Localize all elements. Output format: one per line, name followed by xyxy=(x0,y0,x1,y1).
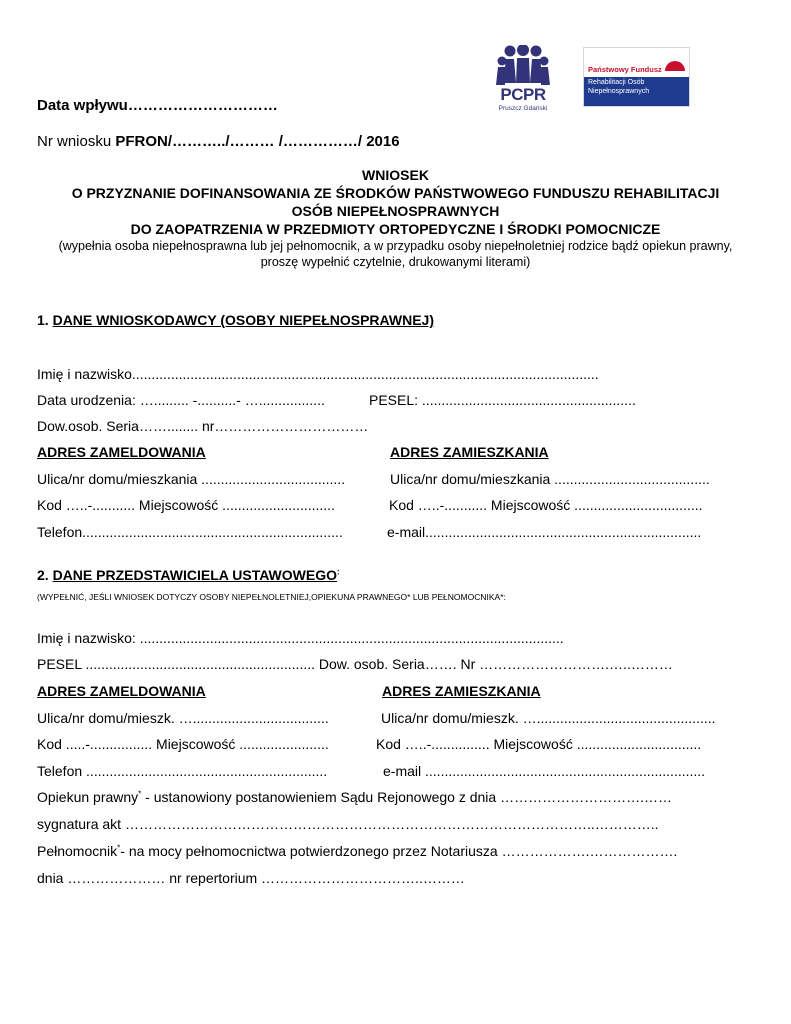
s2-adres-zamieszkania: ADRES ZAMIESZKANIA xyxy=(382,683,541,699)
pfron-logo-line2: Rehabilitacji Osób xyxy=(588,79,645,86)
title-note2: proszę wypełnić czytelnie, drukowanymi literami) xyxy=(260,255,531,269)
s1-kod-zameld: Kod …..-........... Miejscowość ............................. xyxy=(37,497,335,513)
s2-kod-zamiesz: Kod …..-............... Miejscowość ................................ xyxy=(376,736,702,752)
s2-pelnomocnik-asterisk: * xyxy=(117,843,121,853)
title-line2: O PRZYZNANIE DOFINANSOWANIA ZE ŚRODKÓW PAŃSTWOWEGO FUNDUSZU REHABILITACJI xyxy=(71,185,720,201)
s1-adres-zamieszkania: ADRES ZAMIESZKANIA xyxy=(390,444,549,460)
pcpr-logo-text: PCPR xyxy=(500,85,546,104)
s2-telefon: Telefon .............................................................. xyxy=(37,763,328,779)
section1-heading xyxy=(37,312,434,328)
s2-pelnomocnik-text: - na mocy pełnomocnictwa potwierdzonego przez Notariusza ……………….………………. xyxy=(120,843,678,859)
pfron-logo xyxy=(583,47,690,107)
s2-pelnomocnik xyxy=(37,843,677,859)
pcpr-logo xyxy=(488,45,558,125)
section2-title: DANE PRZEDSTAWICIELA USTAWOWEGO xyxy=(52,567,337,583)
nr-wniosku-value: PFRON/………../……… /……………/ 2016 xyxy=(115,133,400,150)
s1-telefon: Telefon................................................................... xyxy=(37,524,343,540)
s1-kod-zamiesz: Kod …..-........... Miejscowość ................................. xyxy=(389,497,703,513)
s2-pesel-dowod: PESEL ........................................................... Dow. osob. Seria……. Nr ……………………….…..……… xyxy=(37,656,673,672)
section1-number: 1. xyxy=(37,312,53,328)
title-line4: DO ZAOPATRZENIA W PRZEDMIOTY ORTOPEDYCZNE I ŚRODKI POMOCNICZE xyxy=(130,221,661,237)
nr-wniosku xyxy=(37,133,400,150)
s2-email: e-mail ........................................................................ xyxy=(383,763,706,779)
s2-dnia-repertorium: dnia ………………… nr repertorium ……………………………..……… xyxy=(37,870,465,886)
title-line3: OSÓB NIEPEŁNOSPRAWNYCH xyxy=(291,203,500,219)
s2-adres-zameldowania: ADRES ZAMELDOWANIA xyxy=(37,683,206,699)
pcpr-people-icon xyxy=(488,45,558,87)
pfron-logo-line1: Państwowy Fundusz xyxy=(588,65,662,74)
s1-imie-field: Imię i nazwisko........................................................................................................................ xyxy=(37,366,599,382)
s1-dowod: Dow.osob. Seria……........ nr…………………………… xyxy=(37,418,369,434)
title-wniosek: WNIOSEK xyxy=(362,167,429,183)
section2-subnote: (WYPEŁNIĆ, JEŚLI WNIOSEK DOTYCZY OSOBY NIEPEŁNOLETNIEJ,OPIEKUNA PRAWNEGO* LUB PEŁNOMOCNIKA*: xyxy=(37,592,506,602)
section2-number: 2. xyxy=(37,567,53,583)
pfron-logo-line3: Niepełnosprawnych xyxy=(588,88,650,95)
s1-pesel: PESEL: ....................................................... xyxy=(369,392,636,408)
data-wplywu: Data wpływu………………………… xyxy=(37,97,278,114)
s2-sygnatura: sygnatura akt ………………………………………………………………………………………..………….. xyxy=(37,816,659,832)
nr-wniosku-label: Nr wniosku xyxy=(37,133,116,150)
s2-opiekun-asterisk: * xyxy=(138,789,142,799)
s2-opiekun-prawny xyxy=(37,789,672,805)
s2-opiekun-label: Opiekun prawny xyxy=(37,789,139,805)
s1-data-urodzenia: Data urodzenia: …......... -..........- …................. xyxy=(37,392,325,408)
section1-title: DANE WNIOSKODAWCY (OSOBY NIEPEŁNOSPRAWNEJ) xyxy=(52,312,434,328)
section2-heading xyxy=(37,567,340,583)
s1-ulica-zameld: Ulica/nr domu/mieszkania ..................................... xyxy=(37,471,346,487)
s2-imie-field: Imię i nazwisko: ............................................................................................................. xyxy=(37,630,564,646)
pcpr-logo-subtext: Pruszcz Gdański xyxy=(498,105,548,112)
s2-ulica-zamiesz: Ulica/nr domu/mieszk. ….............................................. xyxy=(381,710,716,726)
s2-ulica-zameld: Ulica/nr domu/mieszk. …................................... xyxy=(37,710,329,726)
s1-ulica-zamiesz: Ulica/nr domu/mieszkania ........................................ xyxy=(390,471,710,487)
title-note1: (wypełnia osoba niepełnosprawna lub jej pełnomocnik, a w przypadku osoby niepełnoletniej rodzice bądź opiekun prawny, xyxy=(58,239,733,253)
s2-opiekun-text: - ustanowiony postanowieniem Sądu Rejonowego z dnia ………………………….…… xyxy=(141,789,672,805)
s2-kod-zameld: Kod .....-................ Miejscowość ....................... xyxy=(37,736,329,752)
s1-email: e-mail....................................................................... xyxy=(387,524,702,540)
s1-adres-zameldowania: ADRES ZAMELDOWANIA xyxy=(37,444,206,460)
section2-title-sup: : xyxy=(336,567,340,577)
s2-pelnomocnik-label: Pełnomocnik xyxy=(37,843,118,859)
